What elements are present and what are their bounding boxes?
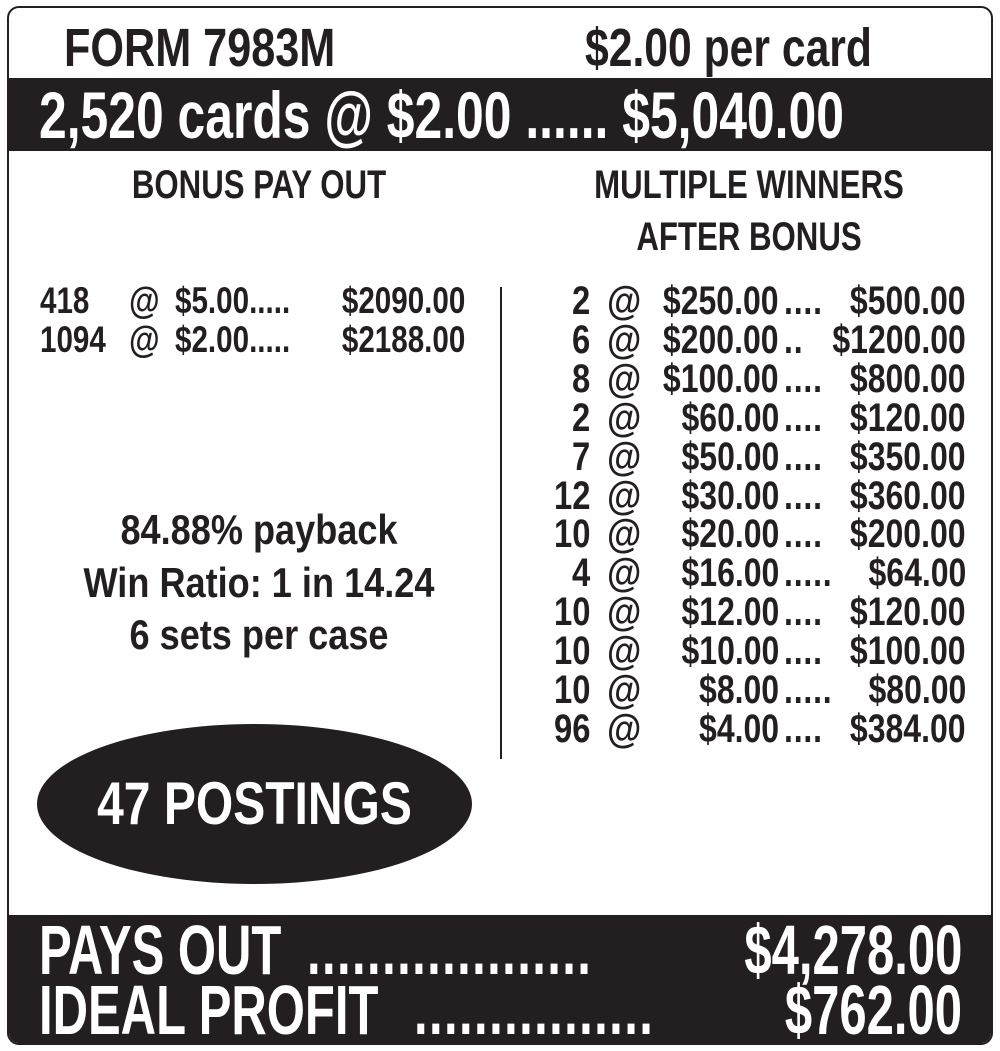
leader-dots: ....: [784, 474, 823, 518]
winner-row: [9, 668, 993, 712]
winner-qty: 4: [571, 551, 590, 595]
winner-prize: $250.00: [663, 279, 779, 323]
leader-dots: ....: [784, 512, 823, 556]
at-symbol: @: [607, 512, 642, 556]
winner-total: $120.00: [850, 396, 966, 440]
winner-total: $200.00: [850, 512, 966, 556]
winner-total: $64.00: [868, 551, 966, 595]
leader-dots: ....: [784, 590, 823, 634]
ideal-profit-line: [9, 971, 991, 1045]
leader-dots: ...................: [307, 911, 593, 989]
leader-dots: ....: [784, 357, 823, 401]
winner-prize: $4.00: [698, 707, 779, 751]
price-per-card: $2.00 per card: [585, 18, 872, 78]
winner-total: $350.00: [850, 435, 966, 479]
after-bonus-heading: AFTER BONUS: [636, 215, 862, 259]
winner-qty: 7: [571, 435, 590, 479]
postings-badge-text: 47 POSTINGS: [97, 770, 412, 837]
winner-prize: $12.00: [681, 590, 779, 634]
winner-qty: 96: [553, 707, 590, 751]
winner-prize: $30.00: [681, 474, 779, 518]
pull-tab-flare-card: [7, 6, 993, 1045]
at-symbol: @: [607, 318, 642, 362]
leader-dots: .....: [784, 551, 833, 595]
bonus-payout-heading: BONUS PAY OUT: [131, 163, 387, 207]
winner-prize: $10.00: [681, 629, 779, 673]
bonus-total: $2090.00: [341, 280, 465, 321]
winner-row: [9, 279, 993, 323]
ideal-profit-value: $762.00: [784, 971, 962, 1045]
at-symbol: @: [607, 629, 642, 673]
winner-qty: 2: [571, 279, 590, 323]
winner-row: [9, 435, 993, 479]
at-symbol: @: [607, 551, 642, 595]
win-ratio: Win Ratio: 1 in 14.24: [83, 559, 435, 606]
winner-total: $800.00: [850, 357, 966, 401]
winner-prize: $200.00: [663, 318, 779, 362]
winner-total: $1200.00: [832, 318, 966, 362]
pays-out-label: PAYS OUT: [39, 911, 282, 989]
postings-badge: [37, 724, 472, 884]
pays-out-value: $4,278.00: [744, 911, 962, 989]
leader-dots: ..: [784, 318, 804, 362]
winner-qty: 10: [553, 668, 590, 712]
leader-dots: ....: [784, 435, 823, 479]
form-number: FORM 7983M: [64, 18, 336, 78]
bonus-qty: 1094: [40, 319, 106, 360]
sets-per-case: 6 sets per case: [129, 611, 389, 658]
winner-prize: $8.00: [698, 668, 779, 712]
winner-total: $500.00: [850, 279, 966, 323]
winner-prize: $100.00: [663, 357, 779, 401]
winner-total: $384.00: [850, 707, 966, 751]
winner-prize: $50.00: [681, 435, 779, 479]
at-symbol: @: [129, 319, 160, 360]
at-symbol: @: [129, 280, 160, 321]
summary-band: [9, 78, 991, 151]
at-symbol: @: [607, 435, 642, 479]
multiple-winners-heading: MULTIPLE WINNERS: [594, 163, 904, 207]
winner-qty: 2: [571, 396, 590, 440]
at-symbol: @: [607, 279, 642, 323]
bonus-total: $2188.00: [341, 319, 465, 360]
winner-row: [9, 318, 993, 362]
totals-band: [9, 911, 991, 1045]
at-symbol: @: [607, 668, 642, 712]
winner-qty: 10: [553, 590, 590, 634]
winner-qty: 12: [553, 474, 590, 518]
winner-qty: 8: [571, 357, 590, 401]
leader-dots: ....: [784, 707, 823, 751]
winner-prize: $16.00: [681, 551, 779, 595]
summary-band-text: 2,520 cards @ $2.00 ...... $5,040.00: [39, 78, 844, 152]
ideal-profit-label: IDEAL PROFIT: [39, 971, 379, 1045]
at-symbol: @: [607, 357, 642, 401]
winner-row: [9, 357, 993, 401]
leader-dots: .....: [784, 668, 833, 712]
bonus-prize: $2.00.....: [175, 319, 291, 360]
winner-total: $360.00: [850, 474, 966, 518]
bonus-qty: 418: [40, 280, 90, 321]
at-symbol: @: [607, 707, 642, 751]
winner-qty: 10: [553, 512, 590, 556]
bonus-prize: $5.00.....: [175, 280, 291, 321]
winner-prize: $20.00: [681, 512, 779, 556]
leader-dots: ....: [784, 629, 823, 673]
leader-dots: ....: [784, 279, 823, 323]
leader-dots: ................: [414, 971, 655, 1045]
winner-qty: 10: [553, 629, 590, 673]
at-symbol: @: [607, 590, 642, 634]
winner-total: $120.00: [850, 590, 966, 634]
winner-qty: 6: [571, 318, 590, 362]
winner-total: $80.00: [868, 668, 966, 712]
at-symbol: @: [607, 396, 642, 440]
winner-row: [9, 396, 993, 440]
payback-percent: 84.88% payback: [120, 506, 398, 553]
leader-dots: ....: [784, 396, 823, 440]
winner-total: $100.00: [850, 629, 966, 673]
winner-prize: $60.00: [681, 396, 779, 440]
at-symbol: @: [607, 474, 642, 518]
